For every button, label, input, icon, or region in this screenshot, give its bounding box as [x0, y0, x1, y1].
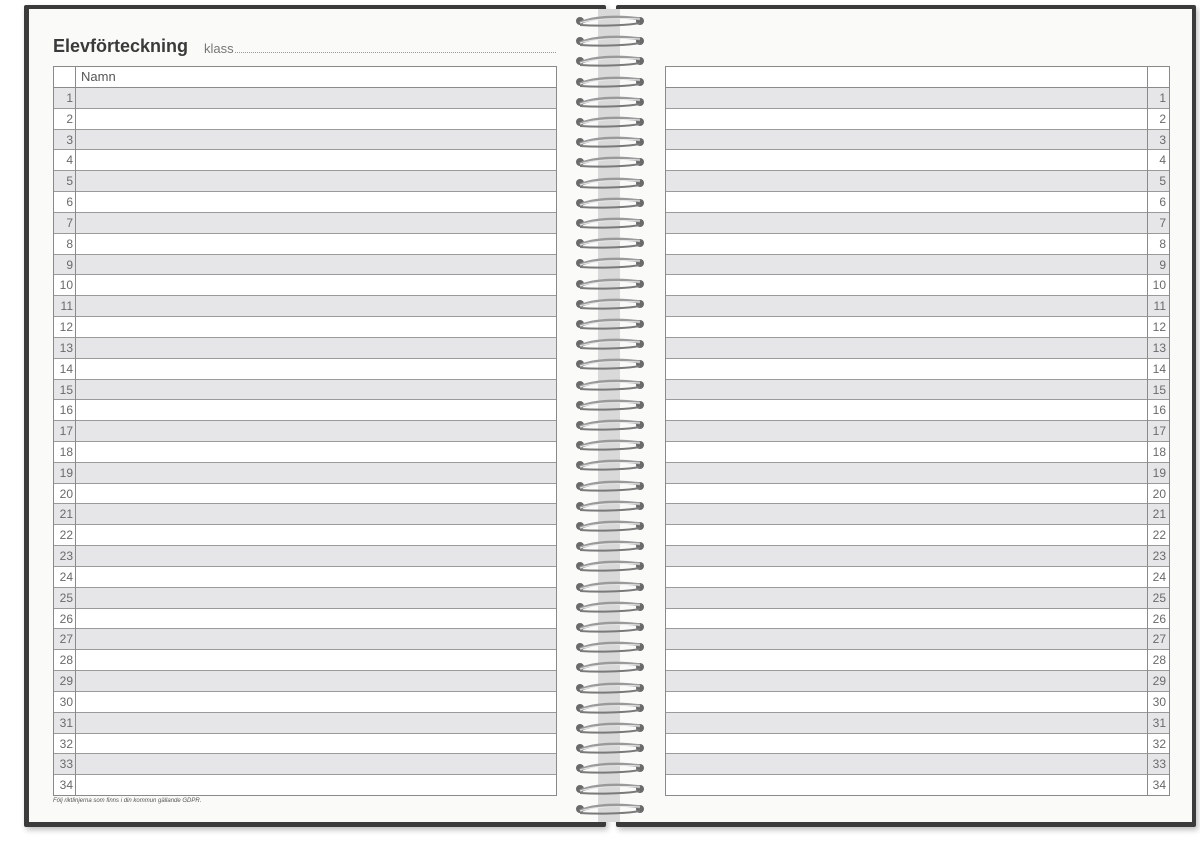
row-number: 8 — [1159, 236, 1166, 251]
table-row[interactable] — [54, 109, 556, 130]
table-row[interactable] — [666, 588, 1169, 609]
table-row[interactable] — [54, 88, 556, 109]
row-number: 15 — [1152, 382, 1166, 397]
row-number: 25 — [1152, 590, 1166, 605]
binding-ring — [574, 640, 646, 654]
table-row[interactable] — [666, 171, 1169, 192]
table-row[interactable] — [666, 546, 1169, 567]
row-number: 13 — [1152, 340, 1166, 355]
binding-ring — [574, 337, 646, 351]
table-row[interactable] — [54, 150, 556, 171]
binding-ring — [574, 519, 646, 533]
class-field[interactable] — [235, 52, 556, 53]
binding-ring — [574, 135, 646, 149]
row-number: 31 — [1152, 715, 1166, 730]
row-number: 24 — [1152, 569, 1166, 584]
number-column-divider — [75, 67, 76, 795]
row-number: 10 — [1152, 278, 1166, 293]
table-row[interactable] — [54, 567, 556, 588]
table-row[interactable] — [666, 504, 1169, 525]
binding-ring — [574, 660, 646, 674]
table-row[interactable] — [666, 463, 1169, 484]
row-number: 20 — [59, 486, 73, 501]
table-row[interactable] — [54, 130, 556, 151]
row-number: 2 — [66, 111, 73, 126]
row-number: 22 — [59, 528, 73, 543]
row-number: 4 — [66, 153, 73, 168]
table-row[interactable] — [54, 213, 556, 234]
binding-ring — [574, 458, 646, 472]
row-number: 31 — [59, 715, 73, 730]
row-number: 6 — [1159, 195, 1166, 210]
binding-ring — [574, 559, 646, 573]
binding-ring — [574, 620, 646, 634]
row-number: 7 — [66, 215, 73, 230]
binding-ring — [574, 761, 646, 775]
row-number: 9 — [66, 257, 73, 272]
row-number: 30 — [1152, 694, 1166, 709]
table-row[interactable] — [666, 130, 1169, 151]
table-row[interactable] — [666, 713, 1169, 734]
table-row[interactable] — [666, 484, 1169, 505]
row-number: 17 — [59, 424, 73, 439]
table-row[interactable] — [54, 484, 556, 505]
binding-ring — [574, 317, 646, 331]
row-number: 23 — [1152, 549, 1166, 564]
binding-ring — [574, 236, 646, 250]
column-header-name: Namn — [81, 69, 116, 84]
row-number: 26 — [59, 611, 73, 626]
table-row[interactable] — [54, 692, 556, 713]
table-row[interactable] — [666, 734, 1169, 755]
row-number: 2 — [1159, 111, 1166, 126]
row-number: 21 — [59, 507, 73, 522]
row-number: 11 — [1153, 299, 1166, 314]
table-row[interactable] — [666, 525, 1169, 546]
table-header — [54, 67, 556, 88]
page-title: Elevförteckning — [53, 36, 189, 56]
row-number: 34 — [1152, 778, 1166, 793]
row-number: 16 — [59, 403, 73, 418]
row-number: 13 — [59, 340, 73, 355]
row-number: 22 — [1152, 528, 1166, 543]
row-number: 33 — [1152, 757, 1166, 772]
table-row[interactable] — [54, 671, 556, 692]
gdpr-footnote: Följ riktlinjerna som finns i din kommun gällande GDPR. — [53, 798, 202, 804]
table-header — [666, 67, 1169, 88]
row-number: 11 — [60, 299, 73, 314]
row-number: 19 — [59, 465, 73, 480]
row-number: 12 — [59, 320, 73, 335]
binding-ring — [574, 34, 646, 48]
binding-ring — [574, 115, 646, 129]
binding-ring — [574, 75, 646, 89]
binding-ring — [574, 600, 646, 614]
binding-ring — [574, 95, 646, 109]
binding-ring — [574, 681, 646, 695]
binding-ring — [574, 14, 646, 28]
number-column-divider — [1147, 67, 1148, 795]
table-row[interactable] — [666, 338, 1169, 359]
binding-ring — [574, 256, 646, 270]
row-number: 18 — [59, 445, 73, 459]
table-row[interactable] — [666, 567, 1169, 588]
row-number: 34 — [59, 778, 73, 793]
table-row[interactable] — [54, 234, 556, 255]
binding-ring — [574, 196, 646, 210]
row-number: 29 — [59, 674, 73, 689]
binding-ring — [574, 418, 646, 432]
row-number: 1 — [1159, 91, 1166, 105]
roster-table-right — [665, 66, 1170, 796]
table-row[interactable] — [54, 588, 556, 609]
table-row[interactable] — [54, 609, 556, 630]
table-row[interactable] — [54, 338, 556, 359]
table-row[interactable] — [54, 463, 556, 484]
row-number: 10 — [59, 278, 73, 293]
binding-ring — [574, 701, 646, 715]
table-row[interactable] — [666, 421, 1169, 442]
table-row[interactable] — [666, 109, 1169, 130]
table-row[interactable] — [666, 442, 1169, 463]
binding-ring — [574, 398, 646, 412]
row-number: 14 — [59, 361, 73, 376]
binding-ring — [574, 216, 646, 230]
table-row[interactable] — [54, 525, 556, 546]
binding-ring — [574, 580, 646, 594]
table-row[interactable] — [54, 546, 556, 567]
row-number: 32 — [59, 736, 73, 751]
row-number: 15 — [59, 382, 73, 397]
table-row[interactable] — [666, 88, 1169, 109]
table-row[interactable] — [666, 692, 1169, 713]
row-number: 18 — [1152, 445, 1166, 459]
row-number: 3 — [66, 132, 73, 147]
row-number: 17 — [1152, 424, 1166, 439]
binding-ring — [574, 176, 646, 190]
row-number: 28 — [59, 653, 73, 668]
table-row[interactable] — [54, 359, 556, 380]
table-row[interactable] — [54, 380, 556, 401]
row-number: 26 — [1152, 611, 1166, 626]
row-number: 19 — [1152, 465, 1166, 480]
table-row[interactable] — [666, 380, 1169, 401]
row-number: 14 — [1152, 361, 1166, 376]
table-row[interactable] — [54, 713, 556, 734]
binding-ring — [574, 438, 646, 452]
table-row[interactable] — [666, 150, 1169, 171]
row-number: 33 — [59, 757, 73, 772]
binding-ring — [574, 539, 646, 553]
table-row[interactable] — [54, 504, 556, 525]
binding-ring — [574, 741, 646, 755]
table-row[interactable] — [54, 400, 556, 421]
table-row[interactable] — [54, 317, 556, 338]
row-number: 1 — [66, 91, 73, 105]
binding-ring — [574, 721, 646, 735]
table-row[interactable] — [666, 629, 1169, 650]
table-row[interactable] — [666, 192, 1169, 213]
table-row[interactable] — [54, 296, 556, 317]
binding-ring — [574, 297, 646, 311]
table-row[interactable] — [54, 171, 556, 192]
class-label: klass — [204, 41, 234, 56]
table-row[interactable] — [54, 754, 556, 775]
binding-ring — [574, 277, 646, 291]
row-number: 4 — [1159, 153, 1166, 168]
row-number: 12 — [1152, 320, 1166, 335]
binding-ring — [574, 479, 646, 493]
table-row[interactable] — [666, 400, 1169, 421]
row-number: 20 — [1152, 486, 1166, 501]
binding-ring — [574, 499, 646, 513]
table-row[interactable] — [54, 442, 556, 463]
table-row[interactable] — [666, 650, 1169, 671]
binding-ring — [574, 782, 646, 796]
row-number: 28 — [1152, 653, 1166, 668]
row-number: 24 — [59, 569, 73, 584]
row-number: 23 — [59, 549, 73, 564]
table-row[interactable] — [54, 192, 556, 213]
roster-table-left — [53, 66, 557, 796]
row-number: 5 — [1159, 174, 1166, 189]
table-row[interactable] — [54, 255, 556, 276]
table-row[interactable] — [54, 650, 556, 671]
table-row[interactable] — [666, 317, 1169, 338]
binding-ring — [574, 155, 646, 169]
binding-ring — [574, 378, 646, 392]
table-row[interactable] — [54, 275, 556, 296]
table-row[interactable] — [666, 775, 1169, 796]
table-row[interactable] — [666, 255, 1169, 276]
table-row[interactable] — [666, 359, 1169, 380]
row-number: 25 — [59, 590, 73, 605]
row-number: 9 — [1159, 257, 1166, 272]
table-row[interactable] — [666, 754, 1169, 775]
table-row[interactable] — [54, 775, 556, 796]
table-row[interactable] — [666, 275, 1169, 296]
row-number: 7 — [1159, 215, 1166, 230]
row-number: 27 — [1152, 632, 1166, 647]
table-row[interactable] — [54, 734, 556, 755]
row-number: 8 — [66, 236, 73, 251]
row-number: 16 — [1152, 403, 1166, 418]
binding-ring — [574, 54, 646, 68]
table-row[interactable] — [666, 296, 1169, 317]
row-number: 3 — [1159, 132, 1166, 147]
row-number: 27 — [59, 632, 73, 647]
table-row[interactable] — [666, 671, 1169, 692]
binding-ring — [574, 357, 646, 371]
binding-ring — [574, 802, 646, 816]
row-number: 29 — [1152, 674, 1166, 689]
table-row[interactable] — [54, 421, 556, 442]
table-row[interactable] — [666, 234, 1169, 255]
row-number: 6 — [66, 195, 73, 210]
row-number: 5 — [66, 174, 73, 189]
row-number: 30 — [59, 694, 73, 709]
row-number: 21 — [1152, 507, 1166, 522]
table-row[interactable] — [54, 629, 556, 650]
table-row[interactable] — [666, 609, 1169, 630]
row-number: 32 — [1152, 736, 1166, 751]
table-row[interactable] — [666, 213, 1169, 234]
